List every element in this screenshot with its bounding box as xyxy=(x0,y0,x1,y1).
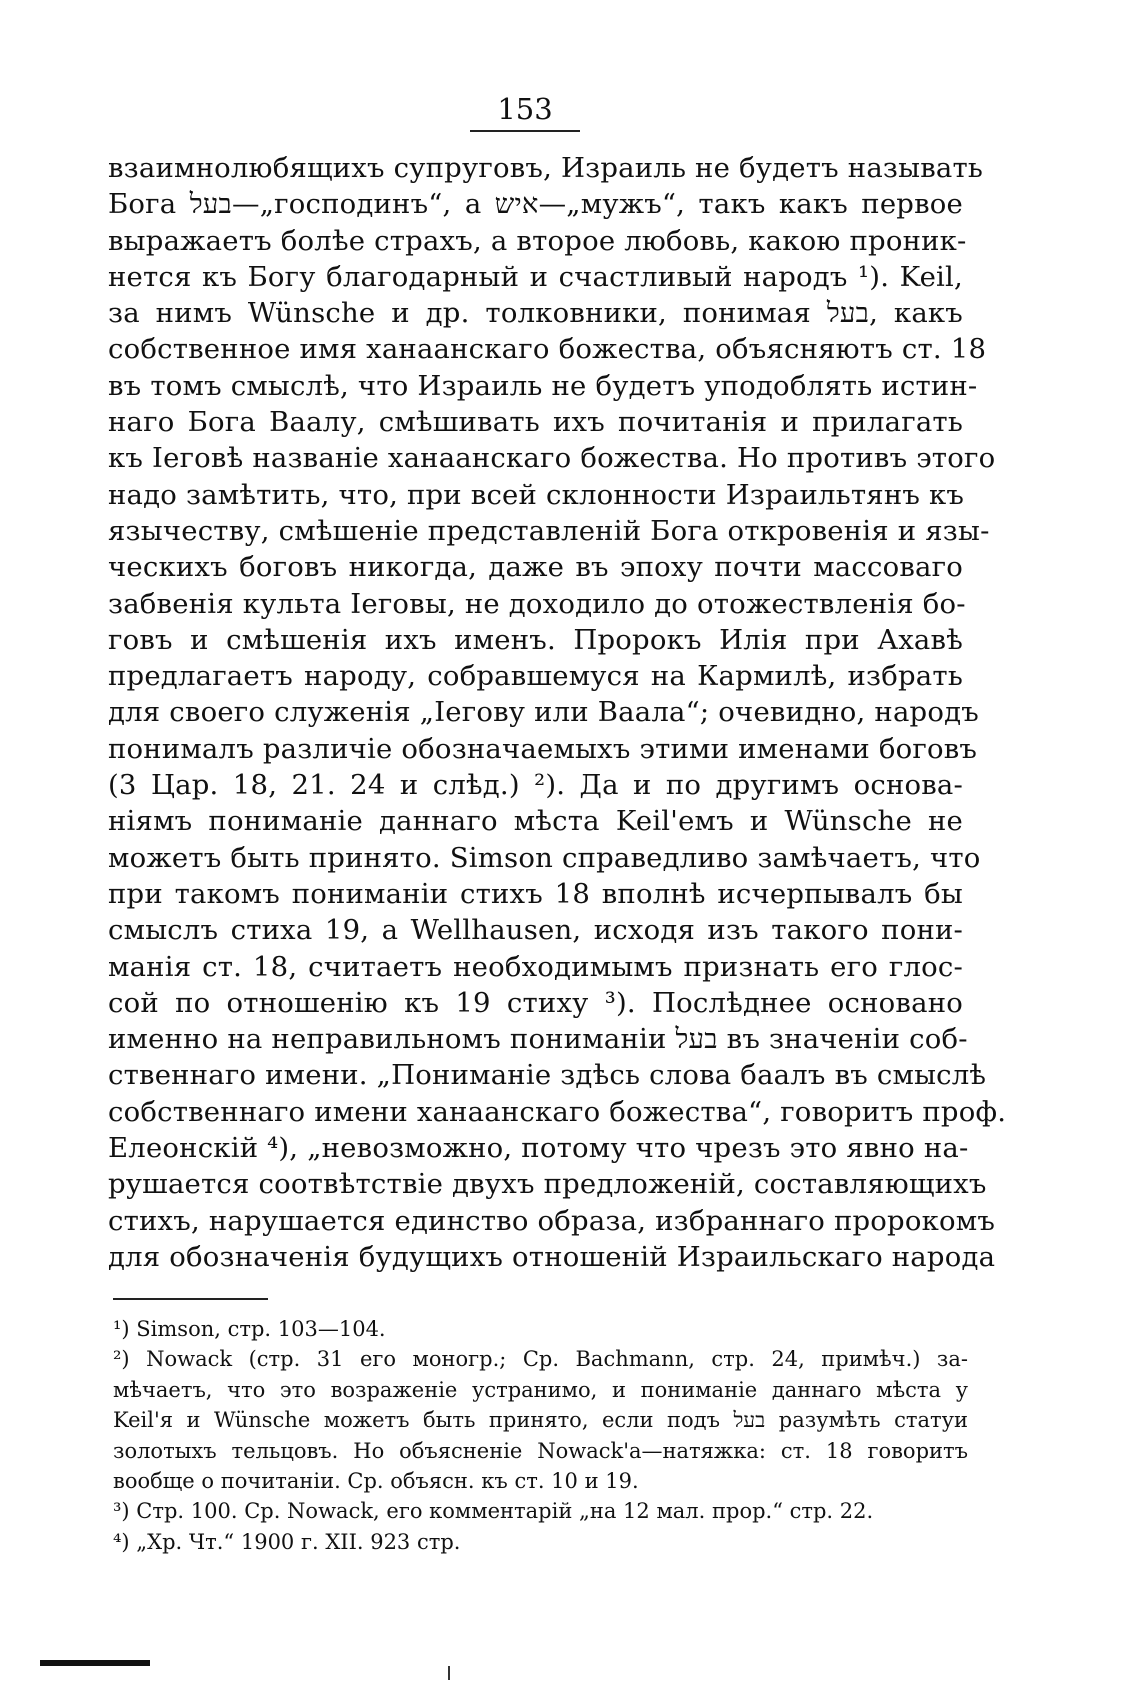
text-line: въ томъ смыслѣ, что Израиль не будетъ уподоблять истин- xyxy=(108,369,978,402)
footnote-line: мѣчаетъ, что это возраженіе устранимо, и пониманіе даннаго мѣста у xyxy=(113,1377,968,1402)
text-line: нется къ Богу благодарный и счастливый народъ ¹). Keil, xyxy=(108,260,963,293)
footnote-divider xyxy=(113,1298,268,1300)
text-line: Елеонскій ⁴), „невозможно, потому что чрезъ это явно на- xyxy=(108,1132,969,1165)
scan-artifact-mark xyxy=(448,1666,450,1680)
footnote-line: золотыхъ тельцовъ. Но объясненіе Nowack'а—натяжка: ст. 18 говоритъ xyxy=(113,1438,968,1463)
text-line: (3 Цар. 18, 21. 24 и слѣд.) ²). Да и по другимъ основа- xyxy=(108,769,963,802)
main-text xyxy=(108,150,1007,1275)
text-line: выражаетъ болѣе страхъ, а второе любовь, какою проник- xyxy=(108,224,967,257)
text-line: язычеству, смѣшеніе представленій Бога откровенія и язы- xyxy=(108,514,990,547)
text-line: понималъ различіе обозначаемыхъ этими именами боговъ xyxy=(108,732,978,765)
text-line: ніямъ пониманіе даннаго мѣста Keil'емъ и Wünsche не xyxy=(108,805,963,838)
text-line: ственнаго имени. „Пониманіе здѣсь слова баалъ въ смыслѣ xyxy=(108,1059,987,1092)
footnote-line: ⁴) „Хр. Чт.“ 1900 г. XII. 923 стр. xyxy=(113,1529,461,1554)
footnote-line: ³) Стр. 100. Ср. Nowack, его комментарій „на 12 мал. прор.“ стр. 22. xyxy=(113,1499,874,1524)
text-line: собственнаго имени ханаанскаго божества“, говоритъ проф. xyxy=(108,1095,1007,1128)
text-line: наго Бога Ваалу, смѣшивать ихъ почитанія и прилагать xyxy=(108,406,963,439)
footnote-line: Keil'я и Wünsche можетъ быть принято, если подъ בעל разумѣть статуи xyxy=(113,1408,968,1433)
text-line: манія ст. 18, считаетъ необходимымъ признать его глос- xyxy=(108,950,963,983)
text-line: смыслъ стиха 19, а Wellhausen, исходя изъ такого пони- xyxy=(108,914,963,947)
text-line: Бога בעל—„господинъ“, а איש—„мужъ“, такъ какъ первое xyxy=(108,188,964,221)
text-line: можетъ быть принято. Simson справедливо замѣчаетъ, что xyxy=(108,841,981,874)
footnote-line: ¹) Simson, стр. 103—104. xyxy=(113,1317,386,1341)
text-line: сой по отношенію къ 19 стиху ³). Послѣднее основано xyxy=(108,986,963,1019)
text-line: надо замѣтить, что, при всей склонности Израильтянъ къ xyxy=(108,478,965,511)
footnote-line: ²) Nowack (стр. 31 его моногр.; Ср. Bachmann, стр. 24, примѣч.) за- xyxy=(113,1347,968,1372)
text-line: предлагаетъ народу, собравшемуся на Кармилѣ, избрать xyxy=(108,660,963,693)
text-line: для обозначенія будущихъ отношеній Израильскаго народа xyxy=(108,1240,996,1273)
scan-artifact xyxy=(40,1660,150,1666)
footnote-line: вообще о почитаніи. Ср. объясн. къ ст. 10 и 19. xyxy=(113,1469,639,1494)
text-line: собственное имя ханаанскаго божества, объясняютъ ст. 18 xyxy=(108,333,987,366)
text-line: говъ и смѣшенія ихъ именъ. Пророкъ Илія при Ахавѣ xyxy=(108,623,963,656)
text-line: къ Іеговѣ названіе ханаанскаго божества. Но противъ этого xyxy=(108,442,996,475)
text-line: взаимнолюбящихъ супруговъ, Израиль не будетъ называть xyxy=(108,152,984,184)
text-line: за нимъ Wünsche и др. толковники, понимая בעל, какъ xyxy=(108,297,963,330)
text-line: при такомъ пониманіи стихъ 18 вполнѣ исчерпывалъ бы xyxy=(108,877,963,910)
text-line: именно на неправильномъ пониманіи בעל въ значеніи соб- xyxy=(108,1023,968,1056)
footnotes xyxy=(113,1314,968,1557)
text-line: рушается соотвѣтствіе двухъ предложеній, составляющихъ xyxy=(108,1168,987,1201)
text-line: для своего служенія „Іегову или Ваала“; очевидно, народъ xyxy=(108,696,979,729)
text-line: забвенія культа Іеговы, не доходило до отожествленія бо- xyxy=(108,587,966,620)
text-line: ческихъ боговъ никогда, даже въ эпоху почти массоваго xyxy=(108,551,963,584)
page-number: 153 xyxy=(470,92,580,132)
text-line: стихъ, нарушается единство образа, избраннаго пророкомъ xyxy=(108,1204,996,1237)
